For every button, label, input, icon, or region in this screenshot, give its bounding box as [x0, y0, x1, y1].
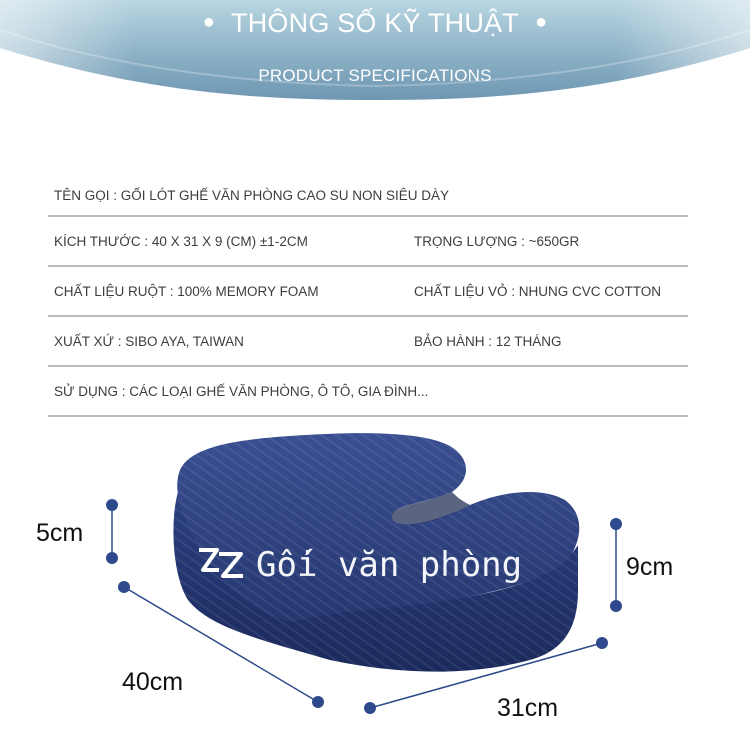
- banner-title-text: THÔNG SỐ KỸ THUẬT: [231, 8, 519, 38]
- dimension-marker-9cm: [610, 518, 622, 612]
- spec-cover-material: CHẤT LIỆU VỎ : NHUNG CVC COTTON: [414, 283, 662, 299]
- bullet-dot-icon: ●: [202, 11, 216, 33]
- banner-subtitle: PRODUCT SPECIFICATIONS: [258, 66, 492, 85]
- dimension-label-40cm: 40cm: [122, 668, 184, 696]
- spec-name: TÊN GỌI : GỐI LÓT GHẾ VĂN PHÒNG CAO SU NON SIÊU DÀY: [54, 188, 450, 203]
- spec-usage: SỬ DỤNG : CÁC LOẠI GHẾ VĂN PHÒNG, Ô TÔ, GIA ĐÌNH...: [54, 383, 429, 399]
- brand-logo-icon: [197, 546, 245, 580]
- bullet-dot-icon: ●: [534, 11, 548, 33]
- dimension-label-31cm: 31cm: [497, 694, 559, 722]
- watermark-text: Gối văn phòng: [256, 545, 523, 585]
- spec-size: KÍCH THƯỚC : 40 X 31 X 9 (CM) ±1-2CM: [54, 233, 308, 249]
- dimension-label-5cm: 5cm: [36, 519, 84, 547]
- dimension-label-9cm: 9cm: [626, 553, 674, 581]
- spec-core-material: CHẤT LIỆU RUỘT : 100% MEMORY FOAM: [54, 283, 319, 299]
- spec-weight: TRỌNG LƯỢNG : ~650GR: [414, 233, 580, 249]
- spec-warranty: BẢO HÀNH : 12 THÁNG: [414, 333, 562, 349]
- dimension-marker-5cm: [106, 499, 118, 564]
- spec-origin: XUẤT XỨ : SIBO AYA, TAIWAN: [54, 333, 244, 349]
